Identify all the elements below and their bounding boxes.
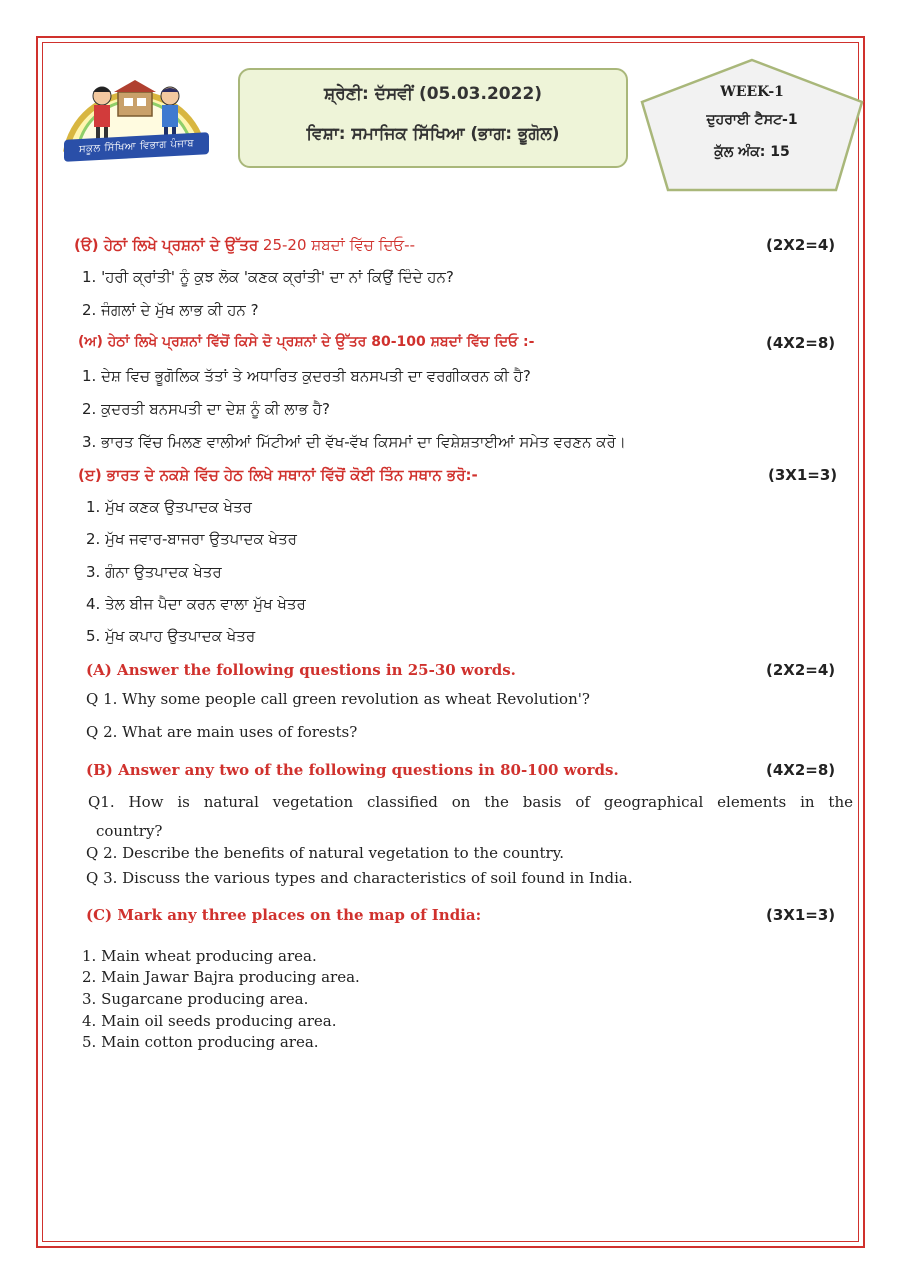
pa-section-b-marks: (4X2=8) [766, 334, 836, 352]
logo-banner-text: ਸਕੂਲ ਸਿੱਖਿਆ ਵਿਭਾਗ ਪੰਜਾਬ [64, 132, 209, 162]
pa-section-c-heading: (ੲ) ਭਾਰਤ ਦੇ ਨਕਸ਼ੇ ਵਿੱਚ ਹੇਠ ਲਿਖੇ ਸਥਾਨਾਂ ਵਿੱਚੋਂ ਕੋਈ ਤਿੰਨ ਸਥਾਨ ਭਰੋ:- [78, 466, 478, 484]
en-b-q3: Q 3. Discuss the various types and characteristics of soil found in India. [86, 869, 633, 887]
pa-section-a-heading-red: (ੳ) ਹੇਠਾਂ ਲਿਖੇ ਪ੍ਰਸ਼ਨਾਂ ਦੇ ਉੱਤਰ [74, 236, 259, 254]
en-section-b-marks: (4X2=8) [766, 761, 836, 779]
en-b-q1-line2: country? [96, 822, 163, 840]
pa-c-item: 1. ਮੁੱਖ ਕਣਕ ਉਤਪਾਦਕ ਖੇਤਰ [86, 498, 252, 516]
en-c-item: 1. Main wheat producing area. [82, 947, 317, 965]
en-a-q2: Q 2. What are main uses of forests? [86, 723, 358, 741]
week-badge [636, 56, 868, 194]
pa-section-a-marks: (2X2=4) [766, 236, 836, 254]
class-line: ਸ਼੍ਰੇਣੀ: ਦੱਸਵੀਂ (05.03.2022) [323, 84, 543, 104]
en-c-item: 4. Main oil seeds producing area. [82, 1012, 337, 1030]
pa-a-q2: 2. ਜੰਗਲਾਂ ਦੇ ਮੁੱਖ ਲਾਭ ਕੀ ਹਨ ? [82, 301, 259, 319]
en-section-c-marks: (3X1=3) [766, 906, 836, 924]
pa-c-item: 2. ਮੁੱਖ ਜਵਾਰ-ਬਾਜਰਾ ਉਤਪਾਦਕ ਖੇਤਰ [86, 530, 297, 548]
title-box [238, 68, 628, 168]
test-label: ਦੁਹਰਾਈ ਟੈਸਟ-1 [706, 112, 798, 128]
en-section-a-marks: (2X2=4) [766, 661, 836, 679]
en-b-q1-line1: Q1. How is natural vegetation classified on the basis of geographical elements in the [88, 793, 853, 811]
subject-line: ਵਿਸ਼ਾ: ਸਮਾਜਿਕ ਸਿੱਖਿਆ (ਭਾਗ: ਭੂਗੋਲ) [306, 124, 560, 144]
pa-b-q1: 1. ਦੇਸ਼ ਵਿਚ ਭੂਗੋਲਿਕ ਤੱਤਾਂ ਤੇ ਅਧਾਰਿਤ ਕੁਦਰਤੀ ਬਨਸਪਤੀ ਦਾ ਵਰਗੀਕਰਨ ਕੀ ਹੈ? [82, 367, 531, 385]
en-c-item: 5. Main cotton producing area. [82, 1033, 319, 1051]
pa-section-c-marks: (3X1=3) [768, 466, 838, 484]
total-marks: ਕੁੱਲ ਅੰਕ: 15 [714, 144, 790, 160]
pa-section-b-heading: (ਅ) ਹੇਠਾਂ ਲਿਖੇ ਪ੍ਰਸ਼ਨਾਂ ਵਿੱਚੋਂ ਕਿਸੇ ਦੋ ਪ੍ਰਸ਼ਨਾਂ ਦੇ ਉੱਤਰ 80-100 ਸ਼ਬਦਾਂ ਵਿੱਚ ਦਿਓ :- [78, 334, 535, 350]
en-c-item: 3. Sugarcane producing area. [82, 990, 309, 1008]
pa-section-a-heading [74, 236, 415, 254]
en-b-q2: Q 2. Describe the benefits of natural vegetation to the country. [86, 844, 564, 862]
en-section-c-heading: (C) Mark any three places on the map of India: [86, 906, 482, 924]
en-section-b-heading: (B) Answer any two of the following questions in 80-100 words. [86, 761, 619, 779]
pa-b-q3: 3. ਭਾਰਤ ਵਿੱਚ ਮਿਲਣ ਵਾਲੀਆਂ ਮਿੱਟੀਆਂ ਦੀ ਵੱਖ-ਵੱਖ ਕਿਸਮਾਂ ਦਾ ਵਿਸ਼ੇਸ਼ਤਾਈਆਂ ਸਮੇਤ ਵਰਣਨ ਕਰੋ। [82, 433, 626, 451]
en-a-q1: Q 1. Why some people call green revolution as wheat Revolution'? [86, 690, 590, 708]
week-label: WEEK-1 [720, 84, 784, 100]
pa-c-item: 5. ਮੁੱਖ ਕਪਾਹ ਉਤਪਾਦਕ ਖੇਤਰ [86, 627, 256, 645]
pa-c-item: 3. ਗੰਨਾ ਉਤਪਾਦਕ ਖੇਤਰ [86, 563, 222, 581]
en-section-a-heading: (A) Answer the following questions in 25-30 words. [86, 661, 516, 679]
en-b-q1 [88, 788, 853, 817]
pa-section-a-heading-rest: 25-20 ਸ਼ਬਦਾਂ ਵਿੱਚ ਦਿਓ-- [258, 236, 415, 254]
pa-b-q2: 2. ਕੁਦਰਤੀ ਬਨਸਪਤੀ ਦਾ ਦੇਸ਼ ਨੂੰ ਕੀ ਲਾਭ ਹੈ? [82, 400, 330, 418]
en-c-item: 2. Main Jawar Bajra producing area. [82, 968, 360, 986]
pa-c-item: 4. ਤੇਲ ਬੀਜ ਪੈਦਾ ਕਰਨ ਵਾਲਾ ਮੁੱਖ ਖੇਤਰ [86, 595, 306, 613]
pa-a-q1: 1. 'ਹਰੀ ਕ੍ਰਾਂਤੀ' ਨੂੰ ਕੁਝ ਲੋਕ 'ਕਣਕ ਕ੍ਰਾਂਤੀ' ਦਾ ਨਾਂ ਕਿਉਂ ਦਿੰਦੇ ਹਨ? [82, 268, 454, 286]
school-education-logo [56, 52, 214, 172]
